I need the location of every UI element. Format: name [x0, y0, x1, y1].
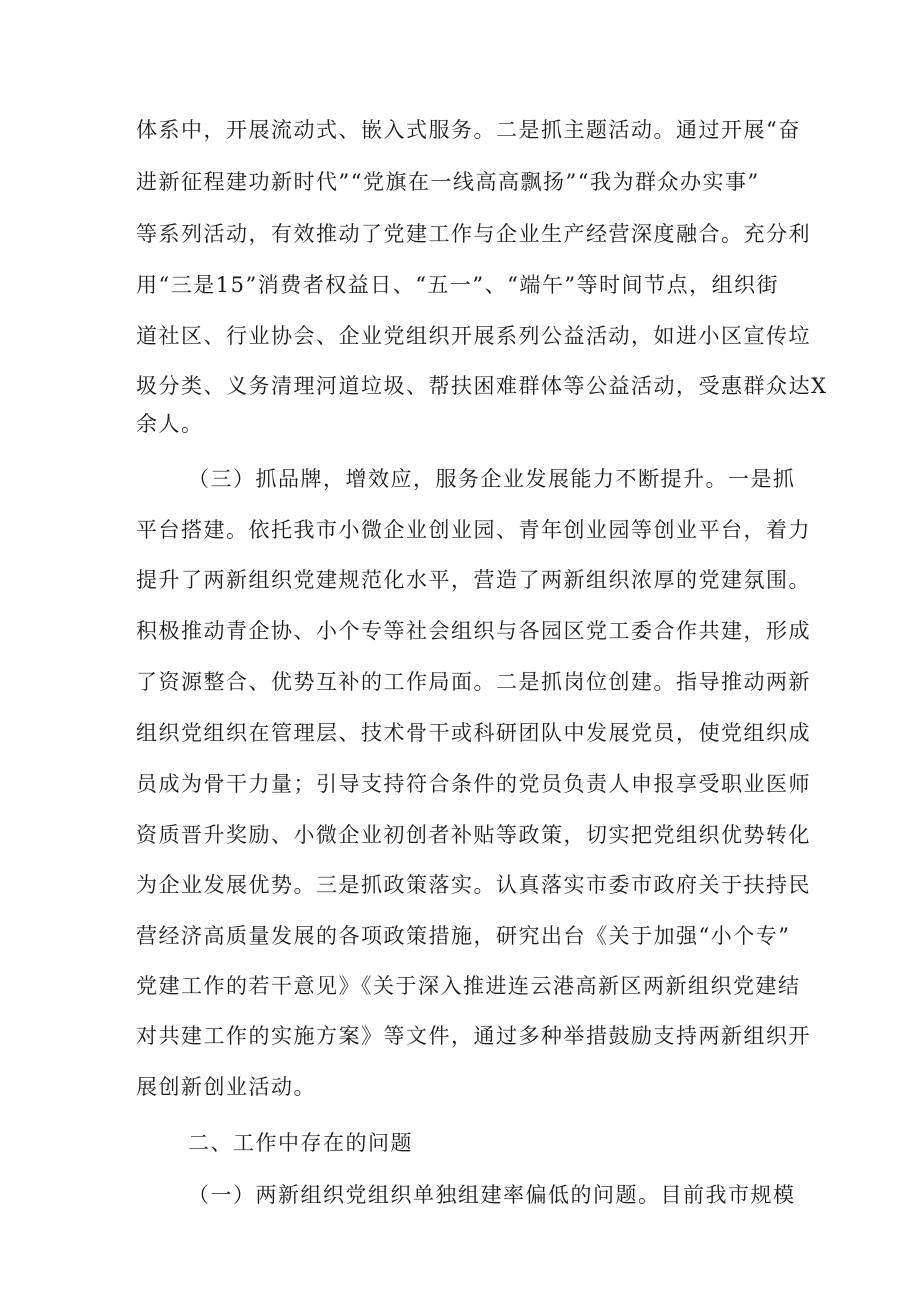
paragraph-line: 余人。: [136, 412, 204, 436]
paragraph-line: 为企业发展优势。三是抓政策落实。认真落实市委市政府关于扶持民: [136, 873, 811, 897]
paragraph-line: 员成为骨干力量；引导支持符合条件的党员负责人申报享受职业医师: [136, 772, 811, 796]
paragraph-line: 用“三是15”消费者权益日、“五一”、“端午”等时间节点，组织街: [136, 273, 780, 297]
paragraph-line: 营经济高质量发展的各项政策措施，研究出台《关于加强“小个专”: [136, 924, 791, 948]
paragraph-line: 进新征程建功新时代”“党旗在一线高高飘扬”“我为群众办实事”: [136, 170, 760, 194]
paragraph-line: 等系列活动，有效推动了党建工作与企业生产经营深度融合。充分利: [136, 222, 811, 246]
paragraph-line: 体系中，开展流动式、嵌入式服务。二是抓主题活动。通过开展“奋: [136, 118, 801, 142]
section-heading: 二、工作中存在的问题: [188, 1131, 413, 1155]
paragraph-line: 对共建工作的实施方案》等文件，通过多种举措鼓励支持两新组织开: [136, 1024, 811, 1048]
paragraph-line: 展创新创业活动。: [136, 1075, 316, 1099]
paragraph-line: 道社区、行业协会、企业党组织开展系列公益活动，如进小区宣传垃: [136, 324, 811, 348]
paragraph-first-line: （一）两新组织党组织单独组建率偏低的问题。目前我市规模: [188, 1183, 796, 1207]
paragraph-line: 了资源整合、优势互补的工作局面。二是抓岗位创建。指导推动两新: [136, 670, 811, 694]
paragraph-first-line: （三）抓品牌，增效应，服务企业发展能力不断提升。一是抓: [188, 467, 796, 491]
paragraph-line: 组织党组织在管理层、技术骨干或科研团队中发展党员，使党组织成: [136, 721, 811, 745]
paragraph-line: 党建工作的若干意见》《关于深入推进连云港高新区两新组织党建结: [136, 974, 801, 998]
paragraph-line: 积极推动青企协、小个专等社会组织与各园区党工委合作共建，形成: [136, 619, 811, 643]
paragraph-line: 圾分类、义务清理河道垃圾、帮扶困难群体等公益活动，受惠群众达X: [136, 374, 828, 398]
paragraph-line: 提升了两新组织党建规范化水平，营造了两新组织浓厚的党建氛围。: [136, 568, 811, 592]
paragraph-line: 资质晋升奖励、小微企业初创者补贴等政策，切实把党组织优势转化: [136, 823, 811, 847]
paragraph-line: 平台搭建。依托我市小微企业创业园、青年创业园等创业平台，着力: [136, 518, 811, 542]
